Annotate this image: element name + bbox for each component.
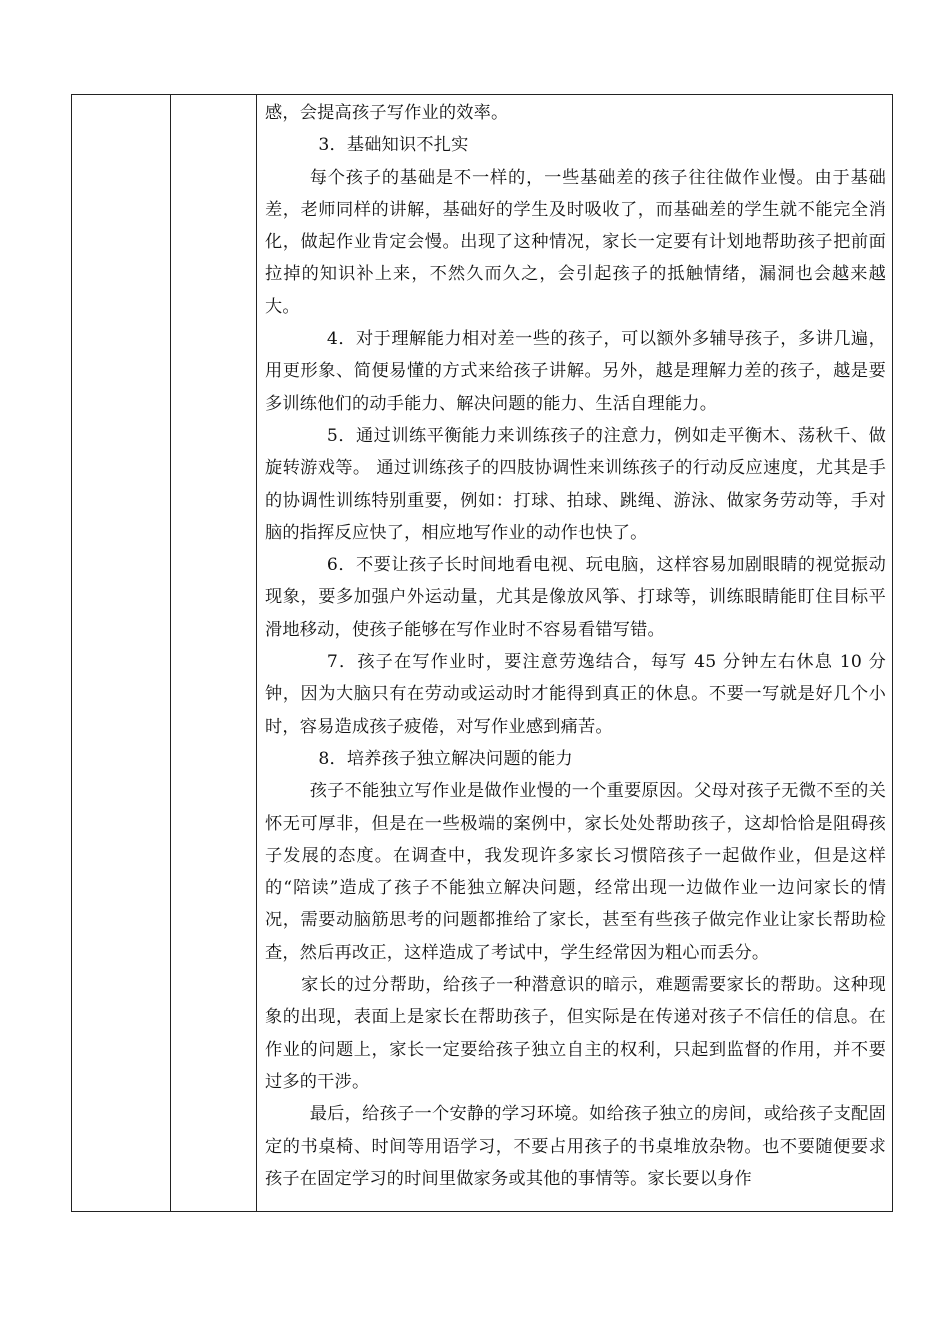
paragraph: 7．孩子在写作业时，要注意劳逸结合，每写 45 分钟左右休息 10 分钟，因为大脑只有在劳动或运动时才能得到真正的休息。不要一写就是好几个小时，容易造成孩子疲倦，对写作业感到痛苦。 (265, 652, 886, 737)
paragraph: 5．通过训练平衡能力来训练孩子的注意力，例如走平衡木、荡秋千、做旋转游戏等。 通过训练孩子的四肢协调性来训练孩子的行动反应速度，尤其是手的协调性训练特别重要，例如：打球、拍球、跳绳、游泳、做家务劳动等，手对脑的指挥反应快了，相应地写作业的动作也快了。 (265, 425, 886, 543)
content-table (71, 94, 893, 1212)
body-text (257, 95, 892, 1195)
section-heading: 3．基础知识不扎实 (318, 135, 469, 156)
paragraph: 6．不要让孩子长时间地看电视、玩电脑，这样容易加剧眼睛的视觉振动现象，要多加强户外运动量，尤其是像放风筝、打球等，训练眼睛能盯住目标平滑地移动，使孩子能够在写作业时不容易看错写错。 (265, 555, 886, 640)
paragraph: 最后，给孩子一个安静的学习环境。如给孩子独立的房间，或给孩子支配固定的书桌椅、时间等用语学习，不要占用孩子的书桌堆放杂物。也不要随便要求孩子在固定学习的时间里做家务或其他的事情等。家长要以身作 (265, 1104, 886, 1189)
table-row (72, 95, 893, 1212)
paragraph: 孩子不能独立写作业是做作业慢的一个重要原因。父母对孩子无微不至的关怀无可厚非，但是在一些极端的案例中，家长处处帮助孩子，这却恰恰是阻碍孩子发展的态度。在调查中，我发现许多家长习惯陪孩子一起做作业，但是这样的“陪读”造成了孩子不能独立解决问题，经常出现一边做作业一边问家长的情况，需要动脑筋思考的问题都推给了家长，甚至有些孩子做完作业让家长帮助检查，然后再改正，这样造成了考试中，学生经常因为粗心而丢分。 (265, 781, 886, 963)
paragraph: 每个孩子的基础是不一样的，一些基础差的孩子往往做作业慢。由于基础差，老师同样的讲解，基础好的学生及时吸收了，而基础差的学生就不能完全消化，做起作业肯定会慢。出现了这种情况，家长一定要有计划地帮助孩子把前面拉掉的知识补上来，不然久而久之，会引起孩子的抵触情绪，漏洞也会越来越大。 (265, 167, 886, 317)
text-cell (257, 95, 893, 1212)
paragraph: 家长的过分帮助，给孩子一种潜意识的暗示，难题需要家长的帮助。这种现象的出现，表面上是家长在帮助孩子，但实际是在传递对孩子不信任的信息。在作业的问题上，家长一定要给孩子独立自主的权利，只起到监督的作用，并不要过多的干涉。 (265, 975, 886, 1092)
paragraph: 感，会提高孩子写作业的效率。 (265, 103, 509, 123)
blank-cell-middle (171, 95, 257, 1212)
blank-cell-left (72, 95, 171, 1212)
section-heading: 8．培养孩子独立解决问题的能力 (318, 748, 573, 769)
paragraph: 4．对于理解能力相对差一些的孩子，可以额外多辅导孩子，多讲几遍，用更形象、简便易懂的方式来给孩子讲解。另外，越是理解力差的孩子，越是要多训练他们的动手能力、解决问题的能力、生活自理能力。 (265, 329, 886, 414)
